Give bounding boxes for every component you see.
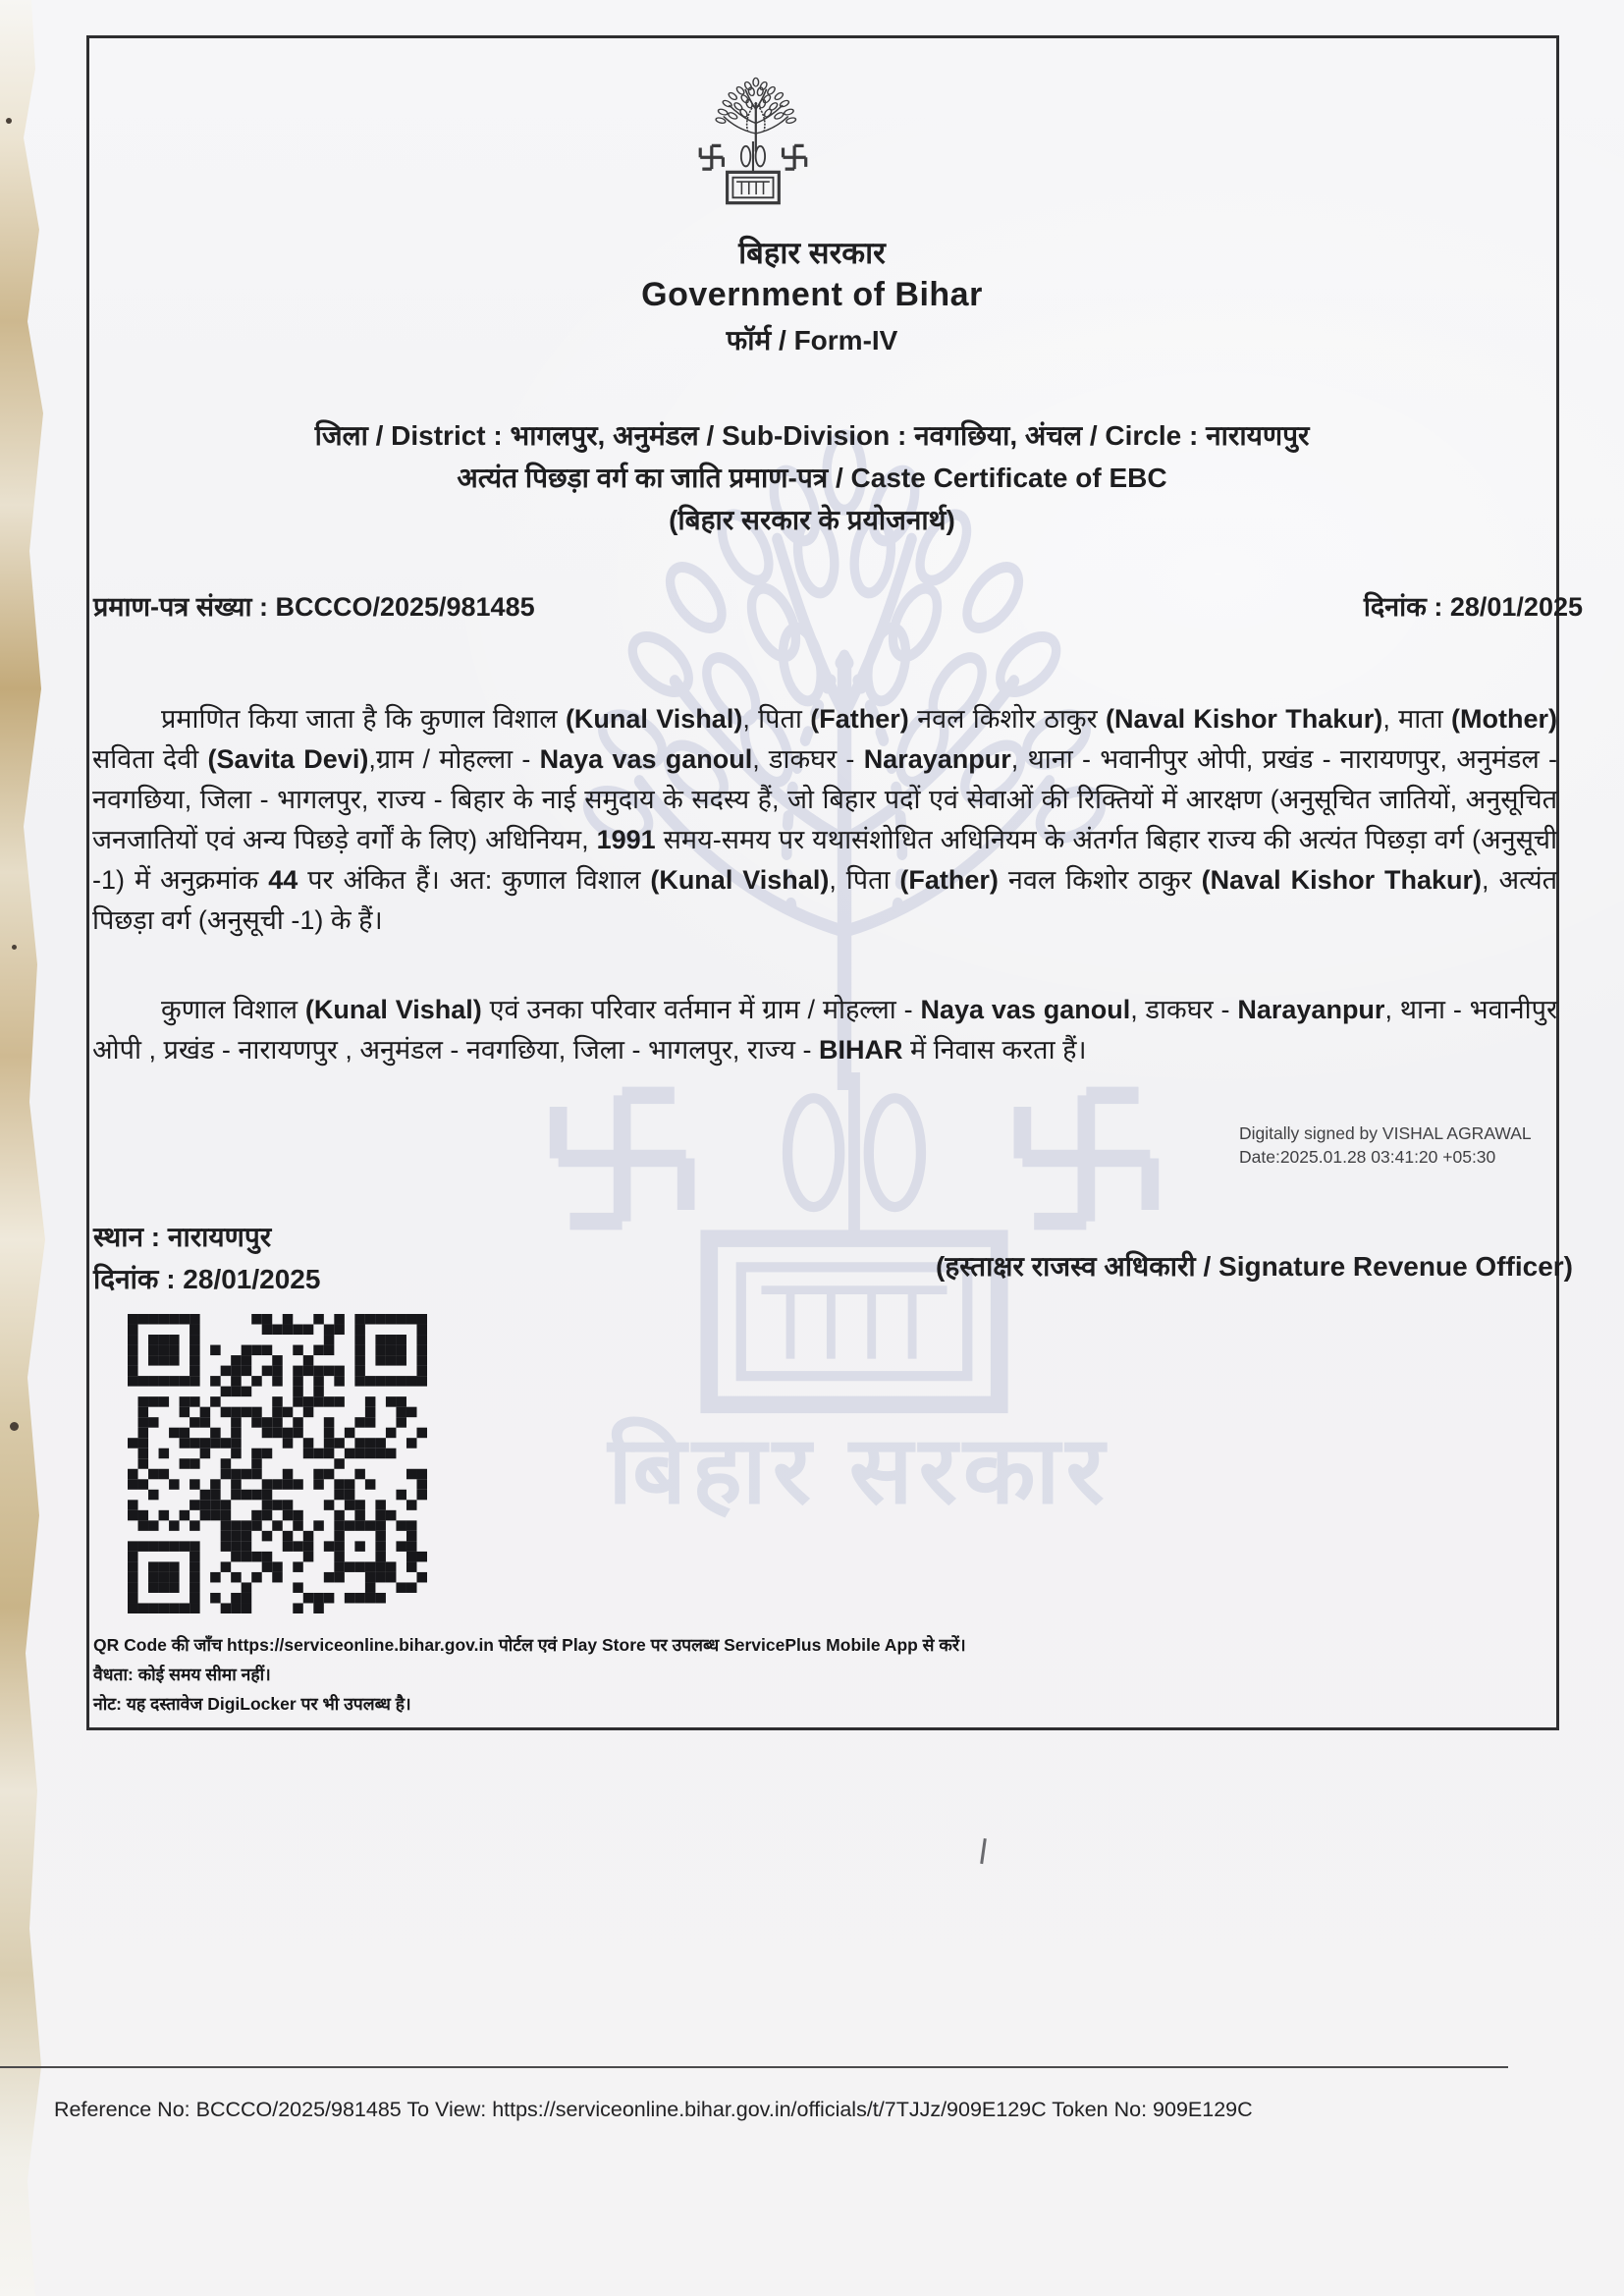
torn-paper-edge	[0, 0, 45, 2296]
scan-speck	[12, 945, 17, 950]
title-hindi: बिहार सरकार	[738, 236, 886, 270]
qr-check-note: QR Code की जाँच https://serviceonline.bihar.gov.in पोर्टल एवं Play Store पर उपलब्ध ServicePlus Mobile App से करें।	[93, 1635, 966, 1655]
purpose-line: (बिहार सरकार के प्रयोजनार्थ)	[669, 505, 955, 535]
qr-code	[128, 1314, 427, 1613]
form-number-line: फॉर्म / Form-IV	[726, 325, 898, 355]
certificate-number: प्रमाण-पत्र संख्या : BCCCO/2025/981485	[93, 592, 535, 622]
digilocker-note: नोट: यह दस्तावेज DigiLocker पर भी उपलब्ध है।	[93, 1694, 411, 1714]
caste-certificate-title: अत्यंत पिछड़ा वर्ग का जाति प्रमाण-पत्र / Caste Certificate of EBC	[457, 463, 1167, 493]
district-subdivision-circle-line: जिला / District : भागलपुर, अनुमंडल / Sub-Division : नवगछिया, अंचल / Circle : नारायणपुर	[314, 420, 1310, 451]
validity-note: वैधता: कोई समय सीमा नहीं।	[93, 1665, 271, 1684]
scan-speck	[6, 118, 12, 124]
watermark-text: बिहार सरकार	[608, 1418, 1110, 1523]
footer-divider	[0, 2066, 1508, 2068]
reference-footer: Reference No: BCCCO/2025/981485 To View: https://serviceonline.bihar.gov.in/officials/t/7TJJz/909E129C Token No: 909E129C	[54, 2098, 1253, 2121]
digital-signature-block	[1239, 1121, 1593, 1169]
certificate-date: दिनांक : 28/01/2025	[1363, 592, 1583, 622]
residence-paragraph: कुणाल विशाल (Kunal Vishal) एवं उनका परिवार वर्तमान में ग्राम / मोहल्ला - Naya vas ganoul, डाकघर - Narayanpur, थाना - भवानीपुर ओपी , प्रखंड - नारायणपुर , अनुमंडल - नवगछिया, जिला - भागलपुर, राज्य - BIHAR में निवास करता हैं।	[92, 995, 1557, 1065]
scan-speck	[10, 1422, 19, 1431]
certificate-body-paragraph: प्रमाणित किया जाता है कि कुणाल विशाल (Kunal Vishal), पिता (Father) नवल किशोर ठाकुर (Naval Kishor Thakur), माता (Mother) सविता देवी (Savita Devi),ग्राम / मोहल्ला - Naya vas ganoul, डाकघर - Narayanpur, थाना - भवानीपुर ओपी, प्रखंड - नारायणपुर, अनुमंडल - नवगछिया, जिला - भागलपुर, राज्य - बिहार के नाई समुदाय के सदस्य हैं, जो बिहार पदों एवं सेवाओं की रिक्तियों में आरक्षण (अनुसूचित जातियों, अनुसूचित जनजातियों एवं अन्य पिछड़े वर्गों के लिए) अधिनियम, 1991 समय-समय पर यथासंशोधित अधिनियम के अंतर्गत बिहार राज्य की अत्यंत पिछड़ा वर्ग (अनुसूची -1) में अनुक्रमांक 44 पर अंकित हैं। अत: कुणाल विशाल (Kunal Vishal), पिता (Father) नवल किशोर ठाकुर (Naval Kishor Thakur), अत्यंत पिछड़ा वर्ग (अनुसूची -1) के हैं।	[92, 704, 1558, 935]
bihar-government-emblem-icon	[693, 77, 813, 206]
title-english: Government of Bihar	[641, 276, 983, 313]
digital-signature-line2: Date:2025.01.28 03:41:20 +05:30	[1239, 1147, 1496, 1167]
verification-notes	[93, 1630, 1213, 1719]
place-line: स्थान : नारायणपुर	[93, 1222, 272, 1252]
issue-date-line: दिनांक : 28/01/2025	[93, 1264, 321, 1294]
revenue-officer-signature-line: (हस्ताक्षर राजस्व अधिकारी / Signature Revenue Officer)	[936, 1251, 1573, 1282]
digital-signature-line1: Digitally signed by VISHAL AGRAWAL	[1239, 1123, 1532, 1143]
scan-artifact-mark	[980, 1838, 987, 1864]
